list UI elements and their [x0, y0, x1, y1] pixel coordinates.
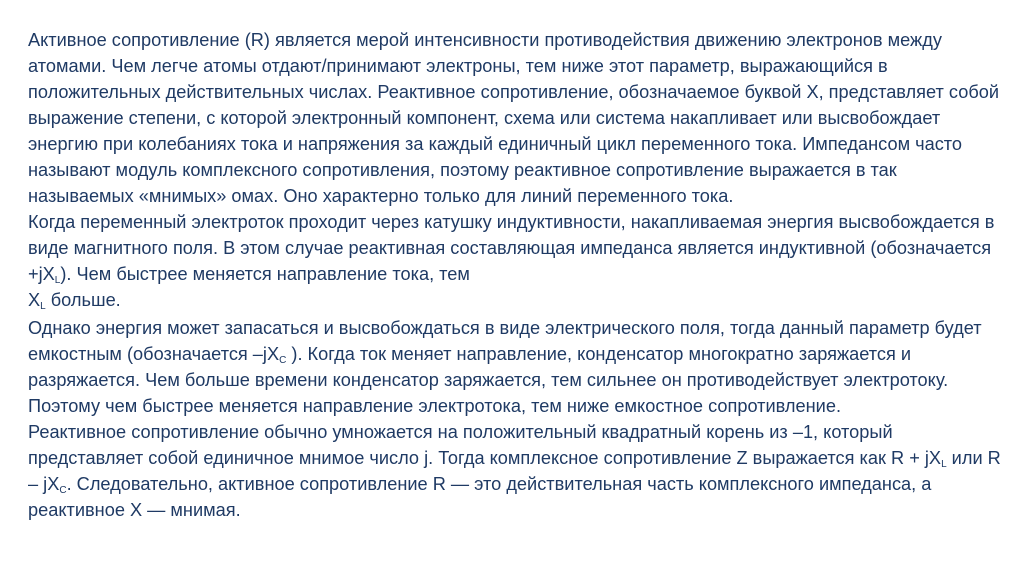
paragraph-text: или R – jX [28, 448, 1001, 494]
paragraph-text: Когда переменный электроток проходит через катушку индуктивности, накапливаемая энергия высвобождается в виде магнитного поля. В этом случае реактивная составляющая импеданса является индуктивной (обозначается +jX [28, 212, 995, 284]
paragraph-complex-impedance [28, 419, 1003, 523]
paragraph-text: ). Чем быстрее меняется направление тока, тем [60, 264, 470, 284]
subscript-c: C [59, 485, 67, 496]
paragraph-text: . Следовательно, активное сопротивление R — это действительная часть комплексного импеданса, а реактивное X — мнимая. [28, 474, 932, 520]
subscript-c: C [279, 355, 287, 366]
paragraph-text: Реактивное сопротивление обычно умножается на положительный квадратный корень из –1, который представляет собой единичное мнимое число j. Тогда комплексное сопротивление Z выражается как R + jX [28, 422, 942, 468]
paragraph-text: больше. [45, 290, 121, 310]
subscript-l: L [54, 275, 61, 286]
paragraph-text: Однако энергия может запасаться и высвобождаться в виде электрического поля, тогда данный параметр будет емкостным (обозначается –jX [28, 318, 982, 364]
paragraph-text: X [28, 290, 41, 310]
paragraph-text: ). Когда ток меняет направление, конденсатор многократно заряжается и разряжается. Чем больше времени конденсатор заряжается, тем сильнее он противодействует электротоку. Поэтому чем быстрее меняется направление электротока, тем ниже емкостное сопротивление. [28, 344, 949, 416]
subscript-l: L [941, 459, 947, 470]
paragraph-inductive-reactance [28, 209, 1003, 313]
slide-text-body [28, 27, 1003, 523]
paragraph-capacitive-reactance [28, 315, 1003, 419]
paragraph-active-resistance: Активное сопротивление (R) является мерой интенсивности противодействия движению электронов между атомами. Чем легче атомы отдают/принимают электроны, тем ниже этот параметр, выражающийся в положительных действительных числах. Реактивное сопротивление, обозначаемое буквой X, представляет собой выражение степени, с которой электронный компонент, схема или система накапливает или высвобождает энергию при колебаниях тока и напряжения за каждый единичный цикл переменного тока. Импедансом часто называют модуль комплексного сопротивления, поэтому реактивное сопротивление выражается в так называемых «мнимых» омах. Оно характерно только для линий переменного тока. [28, 30, 1000, 206]
subscript-l: L [40, 301, 46, 312]
